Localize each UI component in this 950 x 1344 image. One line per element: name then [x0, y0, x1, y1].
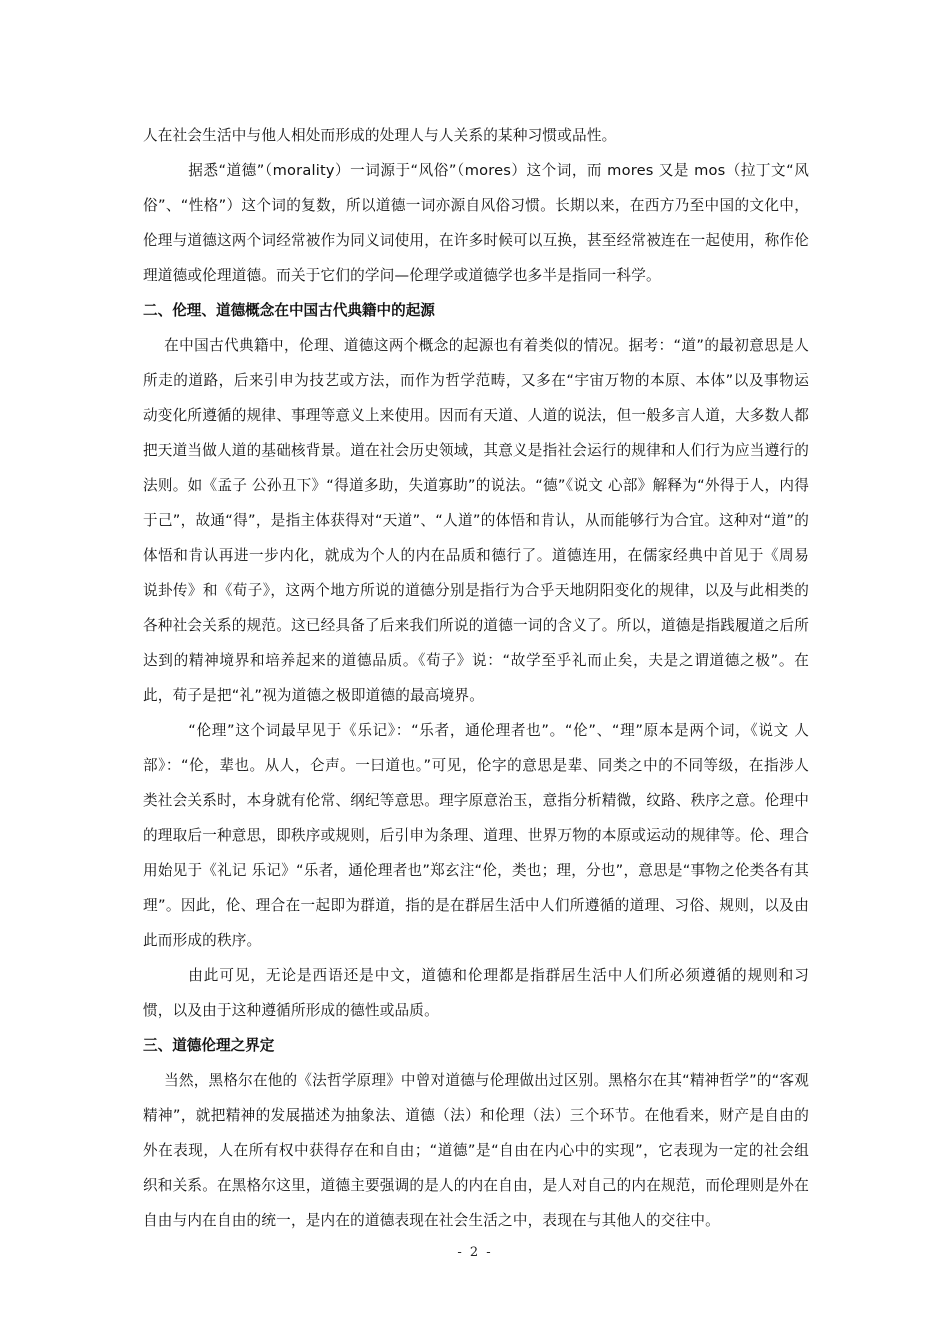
paragraph-lunli-origin: “伦理”这个词最早见于《乐记》：“乐者，通伦理者也”。“伦”、“理”原本是两个词，《说文 人部》：“伦，辈也。从人，仑声。一曰道也。”可见，伦字的意思是辈、同类之中的不同等级，在指涉人类社会关系时，本身就有伦常、纲纪等意思。理字原意治玉，意指分析精微，纹路、秩序之意。伦理中的理取后一种意思，即秩序或规则，后引申为条理、道理、世界万物的本原或运动的规律等。伦、理合用始见于《礼记 乐记》“乐者，通伦理者也”郑玄注“伦，类也；理，分也”，意思是“事物之伦类各有其理”。因此，伦、理合在一起即为群道，指的是在群居生活中人们所遵循的道理、习俗、规则，以及由此而形成的秩序。 — [143, 722, 809, 949]
document-page — [143, 118, 809, 1238]
page-number: - 2 - — [457, 1245, 493, 1260]
paragraph-chinese-origins: 在中国古代典籍中，伦理、道德这两个概念的起源也有着类似的情况。据考：“道”的最初意思是人所走的道路，后来引申为技艺或方法，而作为哲学范畴，又多在“宇宙万物的本原、本体”以及事物运动变化所遵循的规律、事理等意义上来使用。因而有天道、人道的说法，但一般多言人道，大多数人都把天道当做人道的基础核背景。道在社会历史领域，其意义是指社会运行的规律和人们行为应当遵行的法则。如《孟子 公孙丑下》“得道多助，失道寡助”的说法。“德”《说文 心部》解释为“外得于人，内得于己”，故通“得”，是指主体获得对“天道”、“人道”的体悟和肯认，从而能够行为合宜。这种对“道”的体悟和肯认再进一步内化，就成为个人的内在品质和德行了。道德连用，在儒家经典中首见于《周易 说卦传》和《荀子》，这两个地方所说的道德分别是指行为合乎天地阴阳变化的规律，以及与此相类的各种社会关系的规范。这已经具备了后来我们所说的道德一词的含义了。所以，道德是指践履道之后所达到的精神境界和培养起来的道德品质。《荀子》说：“故学至乎礼而止矣，夫是之谓道德之极”。在此，荀子是把“礼”视为道德之极即道德的最高境界。 — [143, 337, 809, 704]
paragraph-hegel: 当然，黑格尔在他的《法哲学原理》中曾对道德与伦理做出过区别。黑格尔在其“精神哲学”的“客观精神”，就把精神的发展描述为抽象法、道德（法）和伦理（法）三个环节。在他看来，财产是自由的外在表现，人在所有权中获得存在和自由；“道德”是“自由在内心中的实现”，它表现为一定的社会组织和关系。在黑格尔这里，道德主要强调的是人的内在自由，是人对自己的内在规范，而伦理则是外在自由与内在自由的统一，是内在的道德表现在社会生活之中，表现在与其他人的交往中。 — [143, 1072, 809, 1229]
section-heading-2: 二、伦理、道德概念在中国古代典籍中的起源 — [143, 302, 435, 319]
paragraph-conclusion: 由此可见，无论是西语还是中文，道德和伦理都是指群居生活中人们所必须遵循的规则和习惯，以及由于这种遵循所形成的德性或品质。 — [143, 967, 809, 1019]
paragraph-morality-etymology: 据悉“道德”（morality）一词源于“风俗”（mores）这个词，而 mores 又是 mos（拉丁文“风俗”、“性格”）这个词的复数，所以道德一词亦源自风俗习惯。长期以来，在西方乃至中国的文化中，伦理与道德这两个词经常被作为同义词使用，在许多时候可以互换，甚至经常被连在一起使用，称作伦理道德或伦理道德。而关于它们的学问—伦理学或道德学也多半是指同一科学。 — [143, 162, 809, 284]
section-heading-3: 三、道德伦理之界定 — [143, 1037, 275, 1054]
paragraph-continued: 人在社会生活中与他人相处而形成的处理人与人关系的某种习惯或品性。 — [143, 127, 617, 144]
